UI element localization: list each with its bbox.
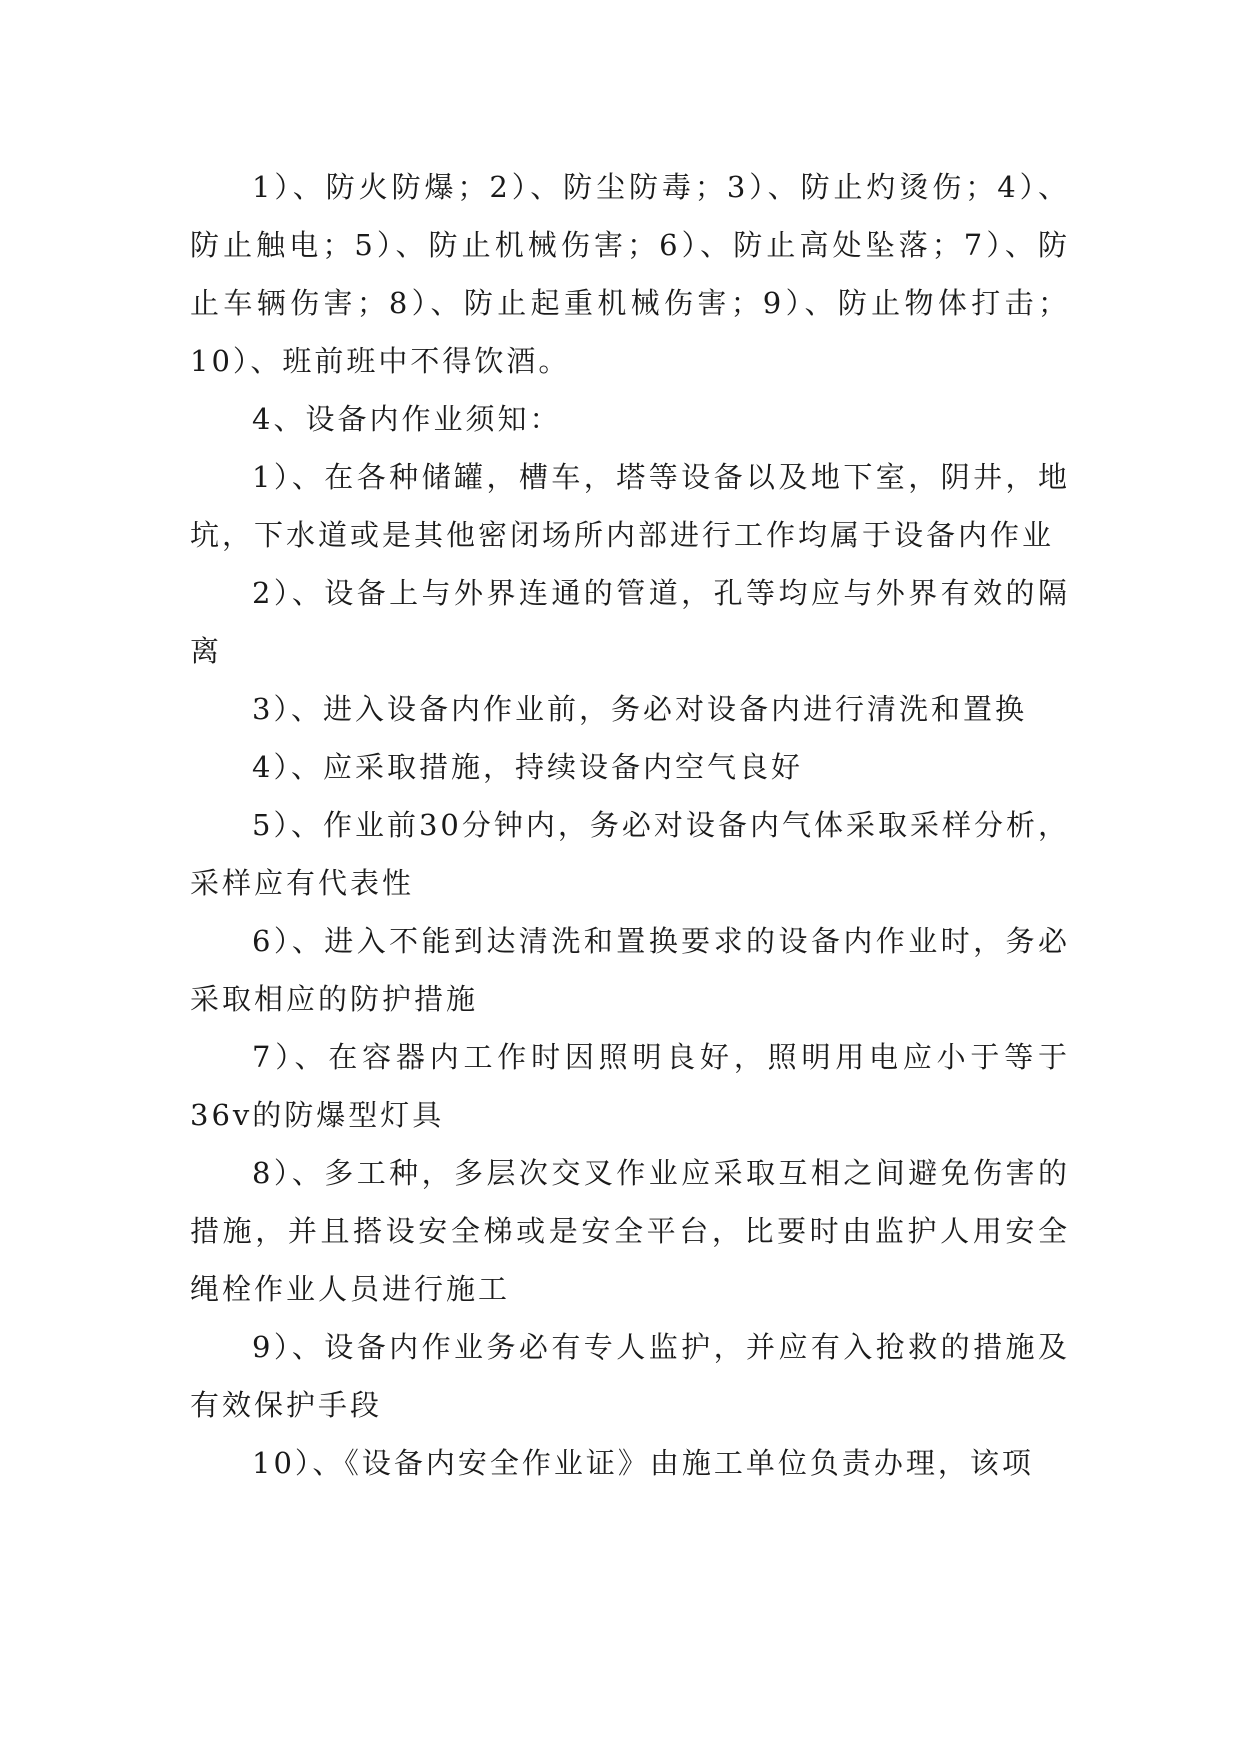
paragraph-item-8: 8）、多工种，多层次交叉作业应采取互相之间避免伤害的措施，并且搭设安全梯或是安全平台，比要时由监护人用安全绳栓作业人员进行施工 [190, 1156, 1070, 1306]
paragraph-item-5: 5）、作业前30分钟内，务必对设备内气体采取采样分析，采样应有代表性 [190, 808, 1070, 900]
paragraph-item-7: 7）、在容器内工作时因照明良好，照明用电应小于等于36v的防爆型灯具 [190, 1040, 1070, 1132]
paragraph-item-3: 3）、进入设备内作业前，务必对设备内进行清洗和置换 [252, 692, 1027, 726]
paragraph-item-9: 9）、设备内作业务必有专人监护，并应有入抢救的措施及有效保护手段 [190, 1330, 1070, 1422]
document-body [190, 158, 1070, 1492]
paragraph-item-2: 2）、设备上与外界连通的管道，孔等均应与外界有效的隔离 [190, 576, 1070, 668]
paragraph-item-4: 4）、应采取措施，持续设备内空气良好 [252, 750, 803, 784]
paragraph-item-10: 10）、《设备内安全作业证》由施工单位负责办理，该项 [252, 1446, 1034, 1480]
paragraph-safety-measures: 1）、防火防爆；2）、防尘防毒；3）、防止灼烫伤；4）、防止触电；5）、防止机械伤害；6）、防止高处坠落；7）、防止车辆伤害；8）、防止起重机械伤害；9）、防止物体打击；10）、班前班中不得饮酒。 [190, 170, 1070, 378]
paragraph-heading-equipment-work: 4、设备内作业须知： [252, 402, 562, 436]
paragraph-item-6: 6）、进入不能到达清洗和置换要求的设备内作业时，务必采取相应的防护措施 [190, 924, 1070, 1016]
paragraph-item-1: 1）、在各种储罐，槽车，塔等设备以及地下室，阴井，地坑，下水道或是其他密闭场所内部进行工作均属于设备内作业 [190, 460, 1070, 552]
